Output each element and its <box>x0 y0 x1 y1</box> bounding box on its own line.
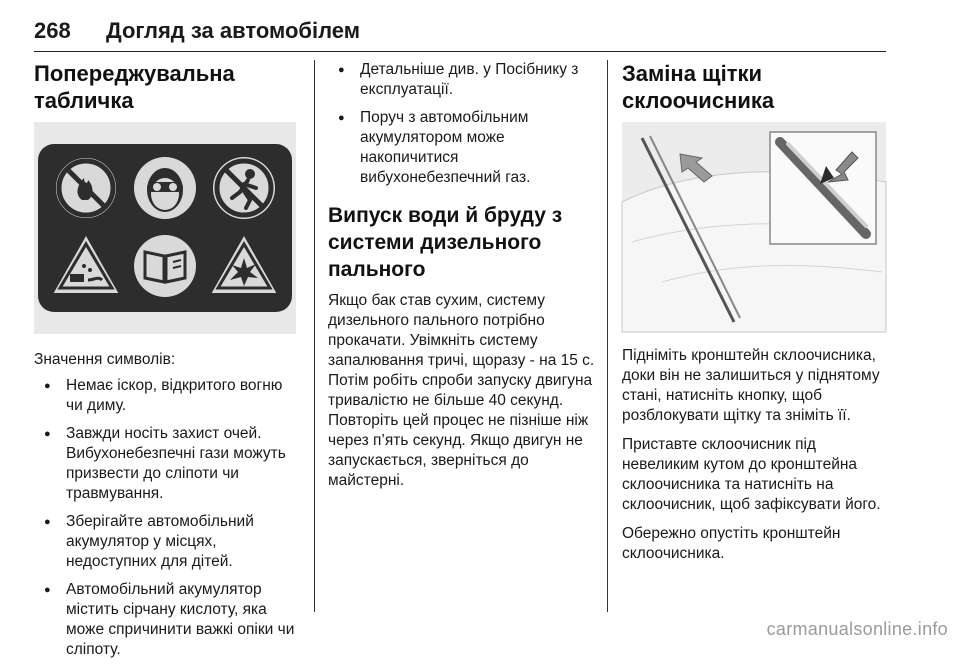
battery-warning-label-figure <box>34 122 296 334</box>
no-fire-icon <box>52 154 120 222</box>
left-column <box>34 60 302 668</box>
read-manual-icon <box>131 232 199 300</box>
wiper-step-3: Обережно опустіть кронштейн склоочисника. <box>622 525 841 562</box>
wiper-step-1: Підніміть кронштейн склоочисника, доки він не залишиться у піднятому стані, натисніть кнопку, щоб розблокувати щітку та зніміть її. <box>622 347 880 424</box>
wiper-blade-heading: Заміна щітки склоочисника <box>622 61 775 113</box>
diesel-drain-body: Якщо бак став сухим, систему дизельного пального потрібно прокачати. Увімкніть систему запалювання тричі, щоразу - на 15 с. Потім робіть спроби запуску двигуна тривалістю не більше 40 секунд. Повторіть цей процес не пізніше ніж через п’ять секунд. Якщо двигун не запускається, зверніться до майстерні. <box>328 292 595 489</box>
column-divider <box>607 60 608 612</box>
symbols-intro: Значення символів: <box>34 351 176 368</box>
explosion-hazard-icon <box>206 230 282 300</box>
list-item: ● Завжди носіть захист очей. Вибухонебезпечні гази можуть призвести до сліпоти чи травмування. <box>34 424 302 504</box>
wiper-illustration <box>622 122 886 332</box>
page-number: 268 <box>34 18 71 43</box>
warning-label-panel <box>38 144 292 312</box>
middle-column <box>328 60 596 491</box>
keep-children-away-icon <box>210 154 278 222</box>
list-item: ● Немає іскор, відкритого вогню чи диму. <box>34 376 302 416</box>
chapter-title: Догляд за автомобілем <box>106 18 361 43</box>
column-divider <box>314 60 315 612</box>
acid-hazard-icon <box>48 230 124 300</box>
watermark: carmanualsonline.info <box>766 619 948 639</box>
page-header <box>34 12 886 52</box>
right-column <box>622 60 888 564</box>
diesel-drain-heading: Випуск води й бруду з системи дизельного пального <box>328 204 563 281</box>
symbol-meanings-list <box>34 376 302 660</box>
list-item: ● Зберігайте автомобільний акумулятор у місцях, недоступних для дітей. <box>34 512 302 572</box>
symbol-meanings-list-continued <box>328 60 596 188</box>
list-item: ● Автомобільний акумулятор містить сірчану кислоту, яка може спричинити важкі опіки чи сліпоту. <box>34 580 302 660</box>
list-item: ● Детальніше див. у Посібнику з експлуатації. <box>328 60 596 100</box>
wiper-step-2: Приставте склоочисник під невеликим кутом до кронштейна склоочисника та натисніть на склоочисник, щоб зафіксувати його. <box>622 436 881 513</box>
wiper-blade-figure <box>622 122 886 332</box>
list-item: ● Поруч з автомобільним акумулятором може накопичитися вибухонебезпечний газ. <box>328 108 596 188</box>
warning-label-heading: Попереджувальна табличка <box>34 61 235 113</box>
eye-protection-icon <box>131 154 199 222</box>
